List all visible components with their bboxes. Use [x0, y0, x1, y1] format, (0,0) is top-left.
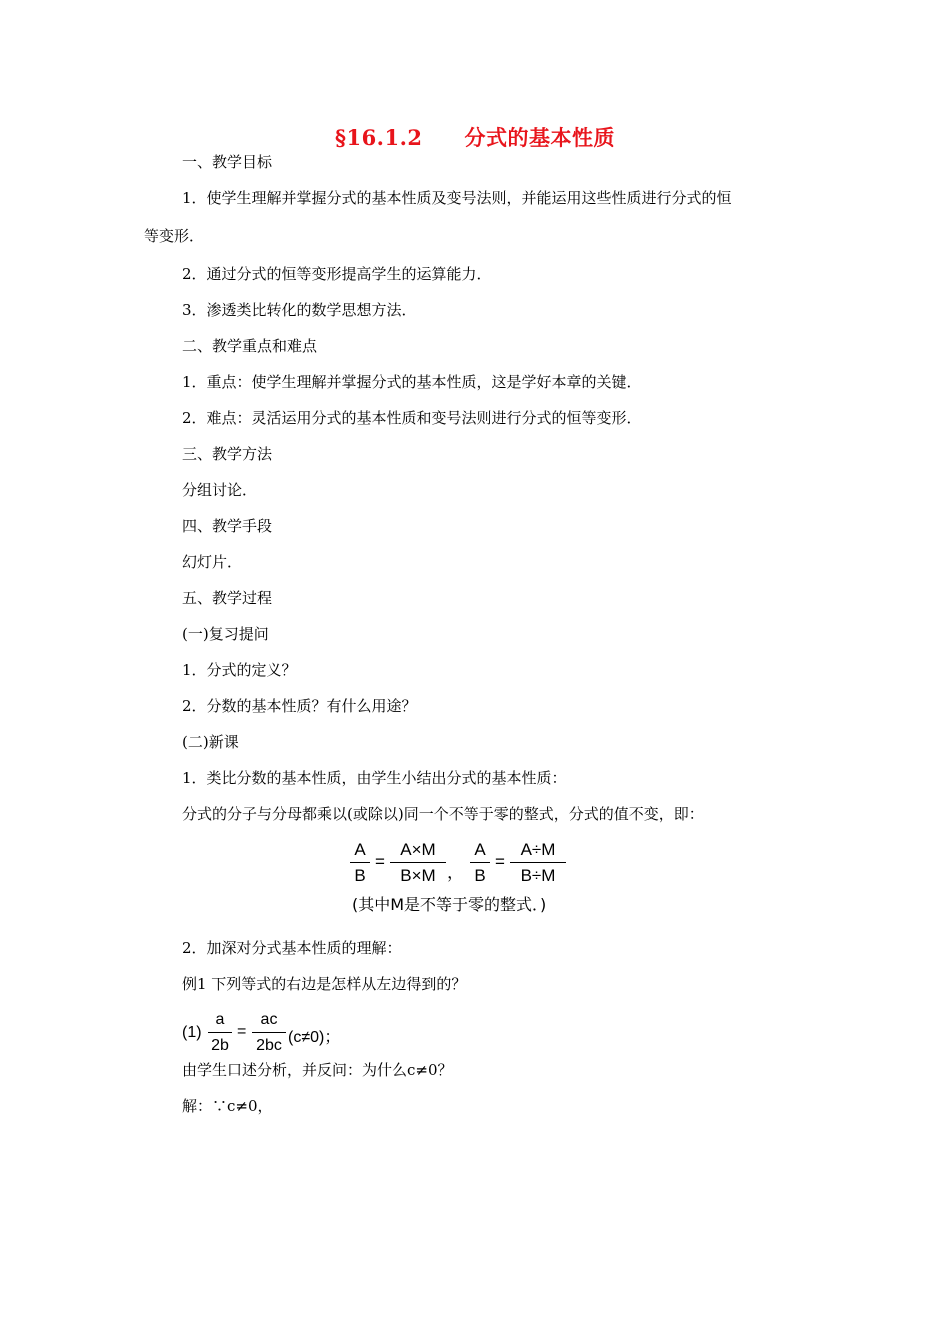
page-title — [0, 122, 950, 152]
basic-property-formula — [350, 840, 610, 916]
heading-key-points: 二、教学重点和难点 — [182, 337, 318, 355]
section-number: §16.1.2 — [334, 125, 423, 150]
review-question-2: 2．分数的基本性质？有什么用途？ — [182, 697, 417, 715]
deepen-understanding: 2．加深对分式基本性质的理解： — [182, 939, 402, 957]
fraction-a-over-2b: a 2b — [208, 1010, 232, 1056]
goal-3: 3．渗透类比转化的数学思想方法． — [182, 301, 417, 319]
goal-1: 1．使学生理解并掌握分式的基本性质及变号法则，并能运用这些性质进行分式的恒 — [182, 189, 732, 207]
student-analysis: 由学生口述分析，并反问：为什么c≠0？ — [182, 1061, 453, 1079]
equals-sign-2: = — [495, 852, 505, 871]
fraction-a-over-b-2: A B — [470, 840, 490, 886]
solution-start: 解：∵c≠0， — [182, 1097, 273, 1115]
heading-teaching-method: 三、教学方法 — [182, 445, 273, 463]
goal-2: 2．通过分式的恒等变形提高学生的运算能力． — [182, 265, 492, 283]
difficult-point: 2．难点：灵活运用分式的基本性质和变号法则进行分式的恒等变形． — [182, 409, 642, 427]
heading-teaching-goals: 一、教学目标 — [182, 153, 273, 171]
review-question-1: 1．分式的定义？ — [182, 661, 297, 679]
new-lesson-1: 1．类比分数的基本性质，由学生小结出分式的基本性质： — [182, 769, 567, 787]
heading-teaching-means: 四、教学手段 — [182, 517, 273, 535]
example-equals: = — [237, 1023, 247, 1040]
property-statement: 分式的分子与分母都乘以(或除以)同一个不等于零的整式，分式的值不变，即： — [182, 805, 704, 823]
section-name: 分式的基本性质 — [464, 125, 616, 150]
example-1: 例1 下列等式的右边是怎样从左边得到的？ — [182, 975, 467, 993]
example-condition: (c≠0)； — [288, 1029, 341, 1046]
heading-teaching-process: 五、教学过程 — [182, 589, 273, 607]
teaching-method: 分组讨论． — [182, 481, 258, 499]
goal-1-continued: 等变形． — [144, 227, 205, 245]
fraction-a-over-b: A B — [350, 840, 370, 886]
subheading-review: (一)复习提问 — [182, 625, 269, 643]
example-formula — [182, 1010, 422, 1058]
fraction-multiply: A×M B×M — [390, 840, 446, 886]
subheading-new-lesson: (二)新课 — [182, 733, 239, 751]
fraction-ac-over-2bc: ac 2bc — [252, 1010, 286, 1056]
example-label: (1) — [182, 1024, 202, 1041]
equals-sign: = — [375, 852, 385, 871]
key-point: 1．重点：使学生理解并掌握分式的基本性质，这是学好本章的关键． — [182, 373, 642, 391]
teaching-means: 幻灯片． — [182, 553, 243, 571]
fraction-divide: A÷M B÷M — [510, 840, 566, 886]
comma: ， — [447, 863, 464, 882]
formula-note: (其中M是不等于零的整式．) — [352, 895, 547, 914]
